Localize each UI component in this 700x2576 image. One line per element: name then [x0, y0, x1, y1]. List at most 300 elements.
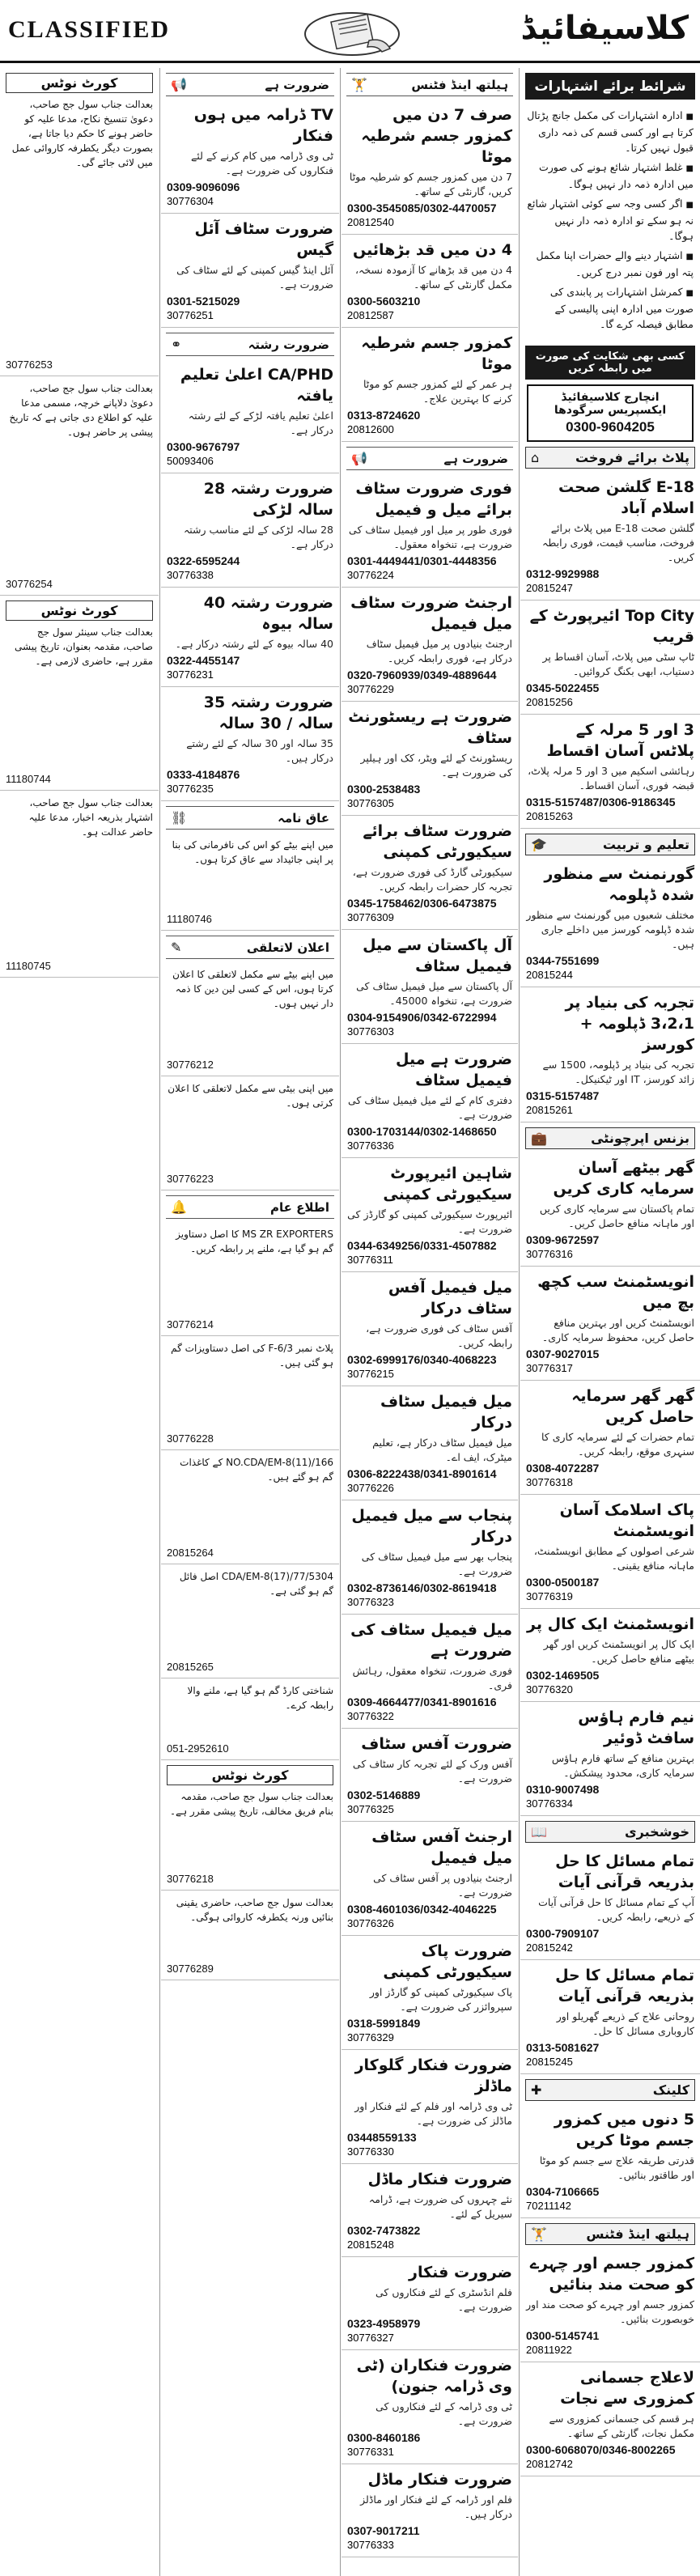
ad-phone: 0313-5081627 [526, 2041, 600, 2054]
ad-title: میل فیمیل سٹاف درکار [380, 1393, 512, 1432]
column-divider [159, 68, 160, 2576]
classified-ad[interactable] [342, 930, 518, 1044]
section-header [346, 73, 513, 96]
ad-title: E-18 گلشن صحت اسلام آباد [558, 478, 694, 517]
ad-phone: 0315-5157487 [526, 1089, 600, 1102]
section-title: پلاٹ برائے فروخت [575, 450, 689, 465]
notice-body: میں اپنے بیٹے کو اس کی نافرمانی کی بنا پر اپنی جائیداد سے عاق کرتا ہوں۔ [172, 839, 333, 865]
ad-title: ارجنٹ آفس سٹاف میل فیمیل [371, 1828, 512, 1867]
ad-phone: 0323-4958979 [347, 2317, 421, 2330]
section-title: اطلاع عام [269, 1199, 329, 1215]
ad-phone: 0315-5157487/0306-9186345 [526, 796, 676, 808]
section-heading: کورٹ نوٹس [6, 601, 153, 621]
notice-ref: 20815264 [167, 1547, 214, 1559]
notice-ref: 30776228 [167, 1432, 214, 1445]
ad-ref: 20815247 [526, 582, 573, 594]
megaphone-icon: 📢 [171, 77, 187, 92]
ad-body: ائیرپورٹ سیکیورٹی کمپنی کو گارڈز کی ضرورت ہے۔ [347, 1208, 512, 1235]
notice-body: بعدالت جناب سول جج صاحب، اشتہار بذریعہ اخبار، مدعا علیہ حاضر عدالت ہو۔ [28, 797, 153, 838]
notice-body: MS ZR EXPORTERS کا اصل دستاویز گم ہو گیا ہے، ملنے پر رابطہ کریں۔ [176, 1229, 333, 1254]
classified-ad[interactable] [342, 816, 518, 930]
public-notice [161, 1450, 339, 1564]
section-title: بزنس اپرچونٹی [591, 1131, 689, 1146]
classified-ad[interactable] [161, 359, 339, 473]
classified-ad[interactable] [342, 2164, 518, 2257]
masthead-title-ur: کلاسیفائیڈ [520, 10, 689, 47]
ad-body: اعلیٰ تعلیم یافتہ لڑکے کے لئے رشتہ درکار ہے۔ [188, 410, 333, 436]
ad-body: میل فیمیل سٹاف درکار ہے، تعلیم میٹرک، ایف اے۔ [372, 1437, 512, 1463]
notice-ref: 30776253 [6, 359, 53, 371]
public-notice [161, 1678, 339, 1760]
ad-title: پنجاب سے میل فیمیل درکار [351, 1507, 512, 1546]
ad-title: فوری ضرورت سٹاف برائے میل و فیمیل [355, 480, 512, 519]
ad-title: تمام مسائل کا حل بذریعہ قرآنی آیات [555, 1967, 694, 2005]
classified-ad[interactable] [520, 2248, 700, 2362]
ad-title: CA/PHD اعلیٰ تعلیم یافتہ [180, 366, 333, 405]
ad-phone: 0322-6595244 [167, 554, 240, 567]
newspaper-hand-icon [291, 3, 413, 60]
family-icon: ✎ [171, 940, 182, 955]
ad-title: ضرورت پاک سیکیورٹی کمپنی [383, 1942, 512, 1981]
ad-body: ٹی وی ڈرامہ کے لئے فنکاروں کی ضرورت ہے۔ [375, 2400, 512, 2427]
ad-title: ضرورت آفس سٹاف [361, 1735, 512, 1753]
ad-body: ریسٹورنٹ کے لئے ویٹر، کک اور ہیلپر کی ضرورت ہے۔ [360, 752, 512, 779]
ad-ref: 30776334 [526, 1797, 573, 1810]
classified-ad[interactable] [520, 859, 700, 987]
ad-body: شرعی اصولوں کے مطابق انویسٹمنٹ، ماہانہ منافع یقینی۔ [533, 1545, 694, 1572]
ad-body: 35 سالہ اور 30 سالہ کے لئے رشتے درکار ہیں۔ [186, 737, 333, 764]
ad-phone: 0307-9017211 [347, 2524, 420, 2537]
ad-title: ضرورت فنکار ماڈل [367, 2171, 512, 2188]
ad-ref: 20815263 [526, 810, 573, 822]
ad-phone: 0309-9096096 [167, 180, 240, 193]
ad-phone: 0308-4072287 [526, 1462, 600, 1475]
ad-title: Top City ائیرپورٹ کے قریب [529, 607, 694, 646]
classified-ad[interactable] [520, 1960, 700, 2074]
ad-ref: 20815256 [526, 696, 573, 708]
ad-ref: 30776304 [167, 195, 214, 207]
rules-list [520, 103, 700, 341]
disown-notice [161, 833, 339, 931]
ad-phone: 0304-7106665 [526, 2185, 600, 2198]
classified-ad[interactable] [342, 235, 518, 328]
ad-phone: 0345-5022455 [526, 681, 600, 694]
book-icon: 📖 [531, 1824, 547, 1840]
ad-title: تجربہ کی بنیاد پر 3،2،1 ڈپلومہ + کورسز [565, 994, 694, 1054]
notice-ref: 30776218 [167, 1873, 214, 1885]
rule-item: ■ غلط اشتہار شائع ہونے کی صورت میں ادارہ ذمہ دار نہیں ہوگا۔ [527, 159, 694, 192]
section-header [166, 1195, 334, 1219]
rings-icon: ⚭ [171, 337, 182, 352]
classified-ad[interactable] [342, 588, 518, 702]
notice-body: NO.CDA/EM-8(11)/166 کے کاغذات گم ہو گئے ہیں۔ [180, 1457, 333, 1483]
section-header [166, 73, 334, 96]
ad-title: شاہین ائیرپورٹ سیکیورٹی کمپنی [383, 1165, 512, 1203]
ad-title: ضرورت فنکار ماڈل [367, 2471, 512, 2489]
classified-ad[interactable] [342, 328, 518, 442]
office-name: انچارج کلاسیفائیڈ ایکسپریس سرگودھا [554, 391, 667, 417]
notice-body: بعدالت جناب سول جج صاحب، دعویٰ دلاپانے خرچہ، مسمی مدعا علیہ کو اطلاع دی جاتی ہے کہ تاریخ پیشی پر حاضر ہوں۔ [9, 383, 153, 438]
ad-body: ٹاپ سٹی میں پلاٹ، آسان اقساط پر دستیاب، ابھی بکنگ کروائیں۔ [542, 651, 694, 677]
ad-body: آل پاکستان سے میل فیمیل سٹاف کی ضرورت ہے، تنخواہ 45000۔ [356, 980, 512, 1007]
medical-cross-icon: ✚ [531, 2082, 542, 2098]
court-notice [0, 596, 159, 791]
ad-ref: 30776226 [347, 1482, 394, 1494]
ad-ref: 30776327 [347, 2332, 394, 2344]
ad-phone: 0300-2538483 [347, 783, 421, 796]
ad-phone: 03448559133 [347, 2131, 417, 2144]
ad-ref: 30776333 [347, 2539, 394, 2551]
ad-phone: 0304-9154906/0342-6722994 [347, 1011, 497, 1024]
ad-title: ضرورت رشتہ 40 سالہ بیوہ [203, 594, 333, 633]
notice-ref: 11180744 [6, 773, 51, 785]
contact-box [527, 384, 694, 442]
ad-body: فلم انڈسٹری کے لئے فنکاروں کی ضرورت ہے۔ [375, 2286, 512, 2313]
ad-phone: 0344-6349256/0331-4507882 [347, 1239, 497, 1252]
ad-phone: 0307-9027015 [526, 1347, 600, 1360]
column-jobs [342, 68, 518, 2576]
section-heading: کورٹ نوٹس [167, 1765, 333, 1785]
classified-ad[interactable] [520, 601, 700, 715]
classified-ad[interactable] [342, 1272, 518, 1386]
ad-body: تمام حضرات کے لئے سرمایہ کاری کا سنہری موقع، رابطہ کریں۔ [541, 1431, 694, 1458]
ad-title: گھر گھر سرمایہ حاصل کریں [571, 1387, 694, 1426]
ad-phone: 0300-9676797 [167, 440, 240, 453]
ad-ref: 20815261 [526, 1104, 573, 1116]
ad-ref: 30776317 [526, 1362, 573, 1374]
ad-phone: 0309-9672597 [526, 1233, 600, 1246]
ad-ref: 20815248 [347, 2239, 394, 2251]
fitness-icon: 🏋 [531, 2226, 547, 2242]
classified-ad[interactable] [520, 1846, 700, 1960]
ad-ref: 20812742 [526, 2458, 573, 2470]
ad-body: سیکیورٹی گارڈ کی فوری ضرورت ہے، تجربہ کار حضرات رابطہ کریں۔ [352, 866, 512, 893]
rules-heading: شرائط برائے اشتہارات [525, 73, 695, 100]
classified-ad[interactable] [161, 214, 339, 328]
ad-body: آپ کے تمام مسائل کا حل قرآنی آیات کے ذریعے، رابطہ کریں۔ [538, 1896, 694, 1923]
ad-phone: 0308-4601036/0342-4046225 [347, 1903, 497, 1916]
section-header [525, 1821, 695, 1843]
ad-phone: 0300-6068070/0346-8002265 [526, 2443, 676, 2456]
ad-title: نیم فارم ہاؤس سافٹ ڈوئیر [578, 1708, 694, 1747]
ad-title: کمزور جسم شرطیہ موٹا [361, 334, 512, 373]
ad-phone: 0300-5603210 [347, 295, 421, 308]
ad-body: مختلف شعبوں میں گورنمنٹ سے منظور شدہ ڈپلومہ کورسز میں داخلے جاری ہیں۔ [526, 909, 694, 950]
masthead-title-en: CLASSIFIED [8, 16, 171, 43]
ad-ref: 30776322 [347, 1710, 394, 1722]
ad-ref: 20812540 [347, 216, 394, 228]
ad-title: ضرورت رشتہ 28 سالہ لڑکی [203, 480, 333, 519]
office-phone[interactable]: 0300-9604205 [566, 419, 655, 435]
classified-ad[interactable] [520, 1152, 700, 1267]
ad-body: بہترین منافع کے ساتھ فارم ہاؤس سرمایہ کاری، محدود پیشکش۔ [551, 1752, 694, 1779]
classified-ad[interactable] [520, 2362, 700, 2476]
rule-item: ■ اگر کسی وجہ سے کوئی اشتہار شائع نہ ہو سکے تو ادارہ ذمہ دار نہیں ہوگا۔ [527, 196, 694, 244]
section-title: ہیلتھ اینڈ فٹنس [411, 77, 508, 92]
section-title: ضرورت رشتہ [248, 337, 329, 352]
section-header [166, 333, 334, 356]
ad-ref: 20812587 [347, 309, 394, 321]
ad-ref: 30776320 [526, 1683, 573, 1695]
ad-body: پاک سیکیورٹی کمپنی کو گارڈز اور سپروائزر کی ضرورت ہے۔ [369, 1986, 512, 2013]
ad-body: قدرتی طریقہ علاج سے جسم کو موٹا اور طاقتور بنائیں۔ [539, 2154, 694, 2181]
section-header [166, 806, 334, 830]
court-notice [0, 791, 159, 978]
classified-ad[interactable] [342, 100, 518, 235]
court-notice [0, 376, 159, 596]
ad-body: ہر قسم کی جسمانی کمزوری سے مکمل نجات، گارنٹی کے ساتھ۔ [549, 2413, 694, 2439]
ad-phone: 0302-8736146/0302-8619418 [347, 1581, 497, 1594]
section-title: خوشخبری [625, 1824, 689, 1840]
ad-title: 5 دنوں میں کمزور جسم موٹا کریں [554, 2111, 694, 2149]
ad-title: انویسٹمنٹ ایک کال پر [527, 1615, 694, 1633]
court-notice [161, 1891, 339, 1980]
ad-title: میل فیمیل سٹاف کی ضرورت ہے [350, 1621, 512, 1660]
classified-ad[interactable] [342, 1044, 518, 1158]
ad-ref: 30776251 [167, 309, 214, 321]
section-header [346, 447, 513, 470]
ad-ref: 30776331 [347, 2446, 394, 2458]
classified-ad[interactable] [342, 2050, 518, 2164]
notice-ref: 051-2952610 [167, 1742, 229, 1755]
notice-body: CDA/EM-8(17)/77/5304 اصل فائل گم ہو گئی ہے۔ [179, 1571, 333, 1597]
ad-phone: 0309-4664477/0341-8901616 [347, 1695, 497, 1708]
ad-body: گلشن صحت E-18 میں پلاٹ برائے فروخت، مناسب قیمت، فوری رابطہ کریں۔ [542, 522, 694, 563]
classified-ad[interactable] [520, 987, 700, 1122]
ad-body: رہائشی اسکیم میں 3 اور 5 مرلہ پلاٹ، قبضہ فوری، آسان اقساط۔ [528, 765, 694, 791]
ad-phone: 0300-3545085/0302-4470057 [347, 202, 497, 214]
ad-ref: 30776231 [167, 668, 214, 681]
section-title: ضرورت ہے [443, 451, 508, 466]
classified-ad[interactable] [520, 1702, 700, 1816]
ad-ref: 30776336 [347, 1139, 394, 1152]
ad-phone: 0322-4455147 [167, 654, 240, 667]
ad-body: 4 دن میں قد بڑھانے کا آزمودہ نسخہ، مکمل گارنٹی کے ساتھ۔ [355, 264, 512, 291]
ad-title: گورنمنٹ سے منظور شدہ ڈپلومہ [544, 865, 694, 904]
ad-title: 4 دن میں قد بڑھائیں [353, 241, 512, 259]
ad-ref: 30776318 [526, 1476, 573, 1488]
ad-phone: 0318-5991849 [347, 2017, 421, 2030]
column-required-rishta [161, 68, 339, 2576]
public-notice [161, 1222, 339, 1336]
ad-title: تمام مسائل کا حل بذریعہ قرآنی آیات [555, 1852, 694, 1891]
section-header [525, 2223, 695, 2245]
ad-ref: 30776326 [347, 1917, 394, 1929]
ad-phone: 0302-5146889 [347, 1789, 421, 1802]
ad-ref: 20815245 [526, 2056, 573, 2068]
masthead [0, 0, 700, 63]
classified-ad[interactable] [342, 1158, 518, 1272]
ad-ref: 30776305 [347, 797, 394, 809]
house-icon: ⌂ [531, 450, 540, 465]
column-divider [340, 68, 341, 2576]
ad-ref: 30776224 [347, 569, 394, 581]
ad-body: ارجنٹ بنیادوں پر آفس سٹاف کی ضرورت ہے۔ [373, 1872, 512, 1899]
classified-ad[interactable] [342, 2257, 518, 2350]
classified-ad[interactable] [520, 2104, 700, 2218]
classified-ad[interactable] [520, 715, 700, 829]
classified-ad[interactable] [342, 473, 518, 588]
ad-phone: 0300-1703144/0302-1468650 [347, 1125, 497, 1138]
notice-body: بعدالت سول جج صاحب، حاضری یقینی بنائیں ورنہ یکطرفہ کاروائی ہوگی۔ [176, 1897, 333, 1923]
notice-ref: 20815265 [167, 1661, 214, 1673]
rule-item: ■ کمرشل اشتہارات پر پابندی کی صورت میں ادارہ اپنی پالیسی کے مطابق فیصلہ کرے گا۔ [527, 284, 694, 332]
classified-ad[interactable] [342, 1386, 518, 1500]
ad-phone: 0320-7960939/0349-4889644 [347, 668, 497, 681]
section-header [525, 834, 695, 855]
ad-ref: 30776311 [347, 1254, 393, 1266]
ad-title: ضرورت ہے میل فیمیل سٹاف [396, 1050, 512, 1089]
ad-title: لاعلاج جسمانی کمزوری سے نجات [560, 2369, 694, 2408]
section-header [525, 2079, 695, 2101]
classified-ad[interactable] [342, 2464, 518, 2557]
ad-phone: 0300-5145741 [526, 2329, 600, 2342]
classified-ad[interactable] [520, 1381, 700, 1495]
ad-ref: 70211142 [526, 2200, 571, 2212]
ad-phone: 0333-4184876 [167, 768, 240, 781]
ad-phone: 0310-9007498 [526, 1783, 600, 1796]
classified-ad[interactable] [520, 1267, 700, 1381]
ad-title: صرف 7 دن میں کمزور جسم شرطیہ موٹا [361, 106, 512, 166]
ad-title: ارجنٹ ضرورت سٹاف میل فیمیل [350, 594, 512, 633]
disclaimer-notice [161, 1076, 339, 1190]
ad-body: پنجاب بھر سے میل فیمیل سٹاف کی ضرورت ہے۔ [361, 1551, 512, 1577]
section-header [525, 447, 695, 469]
ad-title: ضرورت رشتہ 35 سالہ / 30 سالہ [203, 694, 333, 732]
classified-ad[interactable] [161, 687, 339, 801]
section-header [166, 936, 334, 959]
ad-title: ضرورت سٹاف آئل گیس [194, 220, 333, 259]
notice-body: میں اپنے بیٹے سے مکمل لاتعلقی کا اعلان کرتا ہوں، اس کے کسی لین دین کا ذمہ دار نہیں ہوں۔ [172, 969, 333, 1009]
ad-phone: 0312-9929988 [526, 567, 600, 580]
ad-body: فوری ضرورت، تنخواہ معقول، رہائش فری۔ [352, 1665, 512, 1691]
column-court-notices [0, 68, 159, 2576]
ad-body: ٹی وی ڈرامہ اور فلم کے لئے فنکار اور ماڈلز کی ضرورت ہے۔ [354, 2100, 512, 2127]
ad-ref: 30776235 [167, 783, 214, 795]
ad-ref: 30776325 [347, 1803, 394, 1815]
ad-body: 28 سالہ لڑکی کے لئے مناسب رشتہ درکار ہے۔ [183, 524, 333, 550]
ad-ref: 20815242 [526, 1942, 573, 1954]
notice-ref: 30776212 [167, 1059, 214, 1071]
classified-ad[interactable] [161, 588, 339, 687]
column-rules-property [520, 68, 700, 2576]
ad-phone: 0306-8222438/0341-8901614 [347, 1467, 497, 1480]
ad-ref: 30776319 [526, 1590, 573, 1602]
ad-body: روحانی علاج کے ذریعے گھریلو اور کاروباری مسائل کا حل۔ [556, 2010, 694, 2037]
ad-ref: 30776215 [347, 1368, 394, 1380]
section-title: کلینک [652, 2082, 689, 2098]
fitness-icon: 🏋 [351, 77, 367, 92]
ad-phone: 0302-6999176/0340-4068223 [347, 1353, 497, 1366]
ad-ref: 20815244 [526, 969, 573, 981]
notice-ref: 11180745 [6, 960, 51, 972]
ad-phone: 0301-5215029 [167, 295, 240, 308]
ad-phone: 0302-7473822 [347, 2224, 421, 2237]
ad-ref: 30776309 [347, 911, 394, 923]
classified-ad[interactable] [520, 1609, 700, 1702]
section-title: ضرورت ہے [265, 77, 329, 92]
bell-icon: 🔔 [171, 1199, 187, 1215]
ad-title: گھر بیٹھے آسان سرمایہ کاری کریں [553, 1159, 694, 1198]
ad-ref: 30776303 [347, 1025, 394, 1038]
section-title: عاق نامہ [278, 810, 329, 825]
section-title: تعلیم و تربیت [602, 837, 689, 852]
ad-ref: 30776330 [347, 2145, 394, 2158]
ad-body: ٹی وی ڈرامہ میں کام کرنے کے لئے فنکاروں کی ضرورت ہے۔ [191, 150, 333, 176]
classified-ad[interactable] [342, 1615, 518, 1729]
rule-item: ■ ادارہ اشتہارات کی مکمل جانچ پڑتال کرتا ہے اور کسی قسم کی ذمہ داری قبول نہیں کرتا۔ [527, 108, 694, 155]
classified-ad[interactable] [342, 1500, 518, 1615]
classified-ad[interactable] [342, 1822, 518, 1936]
notice-body: شناختی کارڈ گم ہو گیا ہے، ملنے والا رابطہ کرے۔ [187, 1685, 333, 1711]
section-title: ہیلتھ اینڈ فٹنس [586, 2226, 689, 2242]
classified-ad[interactable] [342, 1936, 518, 2050]
ad-ref: 20812600 [347, 423, 394, 435]
notice-body: بعدالت جناب سینئر سول جج صاحب، مقدمہ بعنوان، تاریخ پیشی مقرر ہے، حاضری لازمی ہے۔ [15, 626, 153, 667]
ad-phone: 0300-0500187 [526, 1576, 600, 1589]
graduation-cap-icon: 🎓 [531, 837, 547, 852]
ad-ref: 30776323 [347, 1596, 394, 1608]
ad-body: آفس سٹاف کی فوری ضرورت ہے، رابطہ کریں۔ [366, 1322, 512, 1349]
ad-phone: 0301-4449441/0301-4448356 [347, 554, 497, 567]
ad-phone: 0313-8724620 [347, 409, 421, 422]
notice-body: بعدالت جناب سول جج صاحب، دعویٰ تنسیخ نکاح، مدعا علیہ کو حاضر ہونے کا حکم دیا جاتا ہے، بصورت دیگر یکطرفہ کاروائی عمل میں لائی جائے گی۔ [11, 99, 153, 168]
ad-phone: 0300-7909107 [526, 1927, 600, 1940]
column-divider [519, 68, 520, 2576]
ad-ref: 20811922 [526, 2344, 572, 2356]
classified-ad[interactable] [161, 473, 339, 588]
ad-body: دفتری کام کے لئے میل فیمیل سٹاف کی ضرورت ہے۔ [347, 1094, 512, 1121]
ad-title: پاک اسلامک آسان انویسٹمنٹ [559, 1501, 694, 1540]
ad-body: ارجنٹ بنیادوں پر میل فیمیل سٹاف درکار ہے، فوری رابطہ کریں۔ [366, 638, 512, 664]
classified-ad[interactable] [342, 1729, 518, 1822]
ad-body: ہر عمر کے لئے کمزور جسم کو موٹا کرنے کا بہترین علاج۔ [363, 378, 512, 405]
ad-title: میل فیمیل آفس سٹاف درکار [388, 1279, 512, 1318]
notice-body: میں اپنی بیٹی سے مکمل لاتعلقی کا اعلان کرتی ہوں۔ [168, 1083, 333, 1109]
ad-body: 7 دن میں کمزور جسم کو شرطیہ موٹا کریں، گارنٹی کے ساتھ۔ [349, 171, 512, 197]
notice-body: بعدالت جناب سول جج صاحب، مقدمہ بنام فریق مخالف، تاریخ پیشی مقرر ہے۔ [170, 1791, 333, 1817]
ad-phone: 0300-8460186 [347, 2431, 421, 2444]
classified-ad[interactable] [161, 100, 339, 214]
ad-body: ایک کال پر انویسٹمنٹ کریں اور گھر بیٹھے منافع حاصل کریں۔ [543, 1638, 694, 1665]
notice-ref: 30776223 [167, 1173, 214, 1185]
ad-title: آل پاکستان سے میل فیمیل سٹاف [363, 936, 512, 975]
public-notice [161, 1336, 339, 1450]
ad-title: ضرورت فنکاران (ٹی وی ڈرامہ جنون) [356, 2357, 512, 2396]
ad-body: آفس ورک کے لئے تجربہ کار سٹاف کی ضرورت ہے۔ [352, 1758, 512, 1785]
notice-body: پلاٹ نمبر F-6/3 کی اصل دستاویزات گم ہو گئی ہیں۔ [171, 1343, 333, 1369]
classified-ad[interactable] [342, 2350, 518, 2464]
complaint-heading: کسی بھی شکایت کی صورت میں رابطہ کریں [525, 346, 695, 380]
ad-body: آئل اینڈ گیس کمپنی کے لئے سٹاف کی ضرورت ہے۔ [176, 264, 333, 291]
classified-ad[interactable] [520, 1495, 700, 1609]
section-title: اعلان لاتعلقی [246, 940, 329, 955]
ad-ref: 50093406 [167, 455, 214, 467]
public-notice [161, 1564, 339, 1678]
ad-title: ضرورت سٹاف برائے سیکیورٹی کمپنی [363, 822, 512, 861]
ad-phone: 0302-1469505 [526, 1669, 600, 1682]
ad-body: نئے چہروں کی ضرورت ہے، ڈرامہ سیریل کے لئے۔ [368, 2193, 512, 2220]
megaphone-icon: 📢 [351, 451, 367, 466]
classified-ad[interactable] [520, 472, 700, 601]
ad-body: فوری طور پر میل اور فیمیل سٹاف کی ضرورت ہے، تنخواہ معقول۔ [349, 524, 512, 550]
court-notice [0, 68, 159, 376]
rule-item: ■ اشتہار دینے والے حضرات اپنا مکمل پتہ اور فون نمبر درج کریں۔ [527, 248, 694, 280]
classified-ad[interactable] [342, 702, 518, 816]
ad-title: TV ڈرامہ میں ہوں فنکار [193, 106, 333, 145]
notice-ref: 30776254 [6, 578, 53, 590]
notice-ref: 30776214 [167, 1318, 214, 1330]
